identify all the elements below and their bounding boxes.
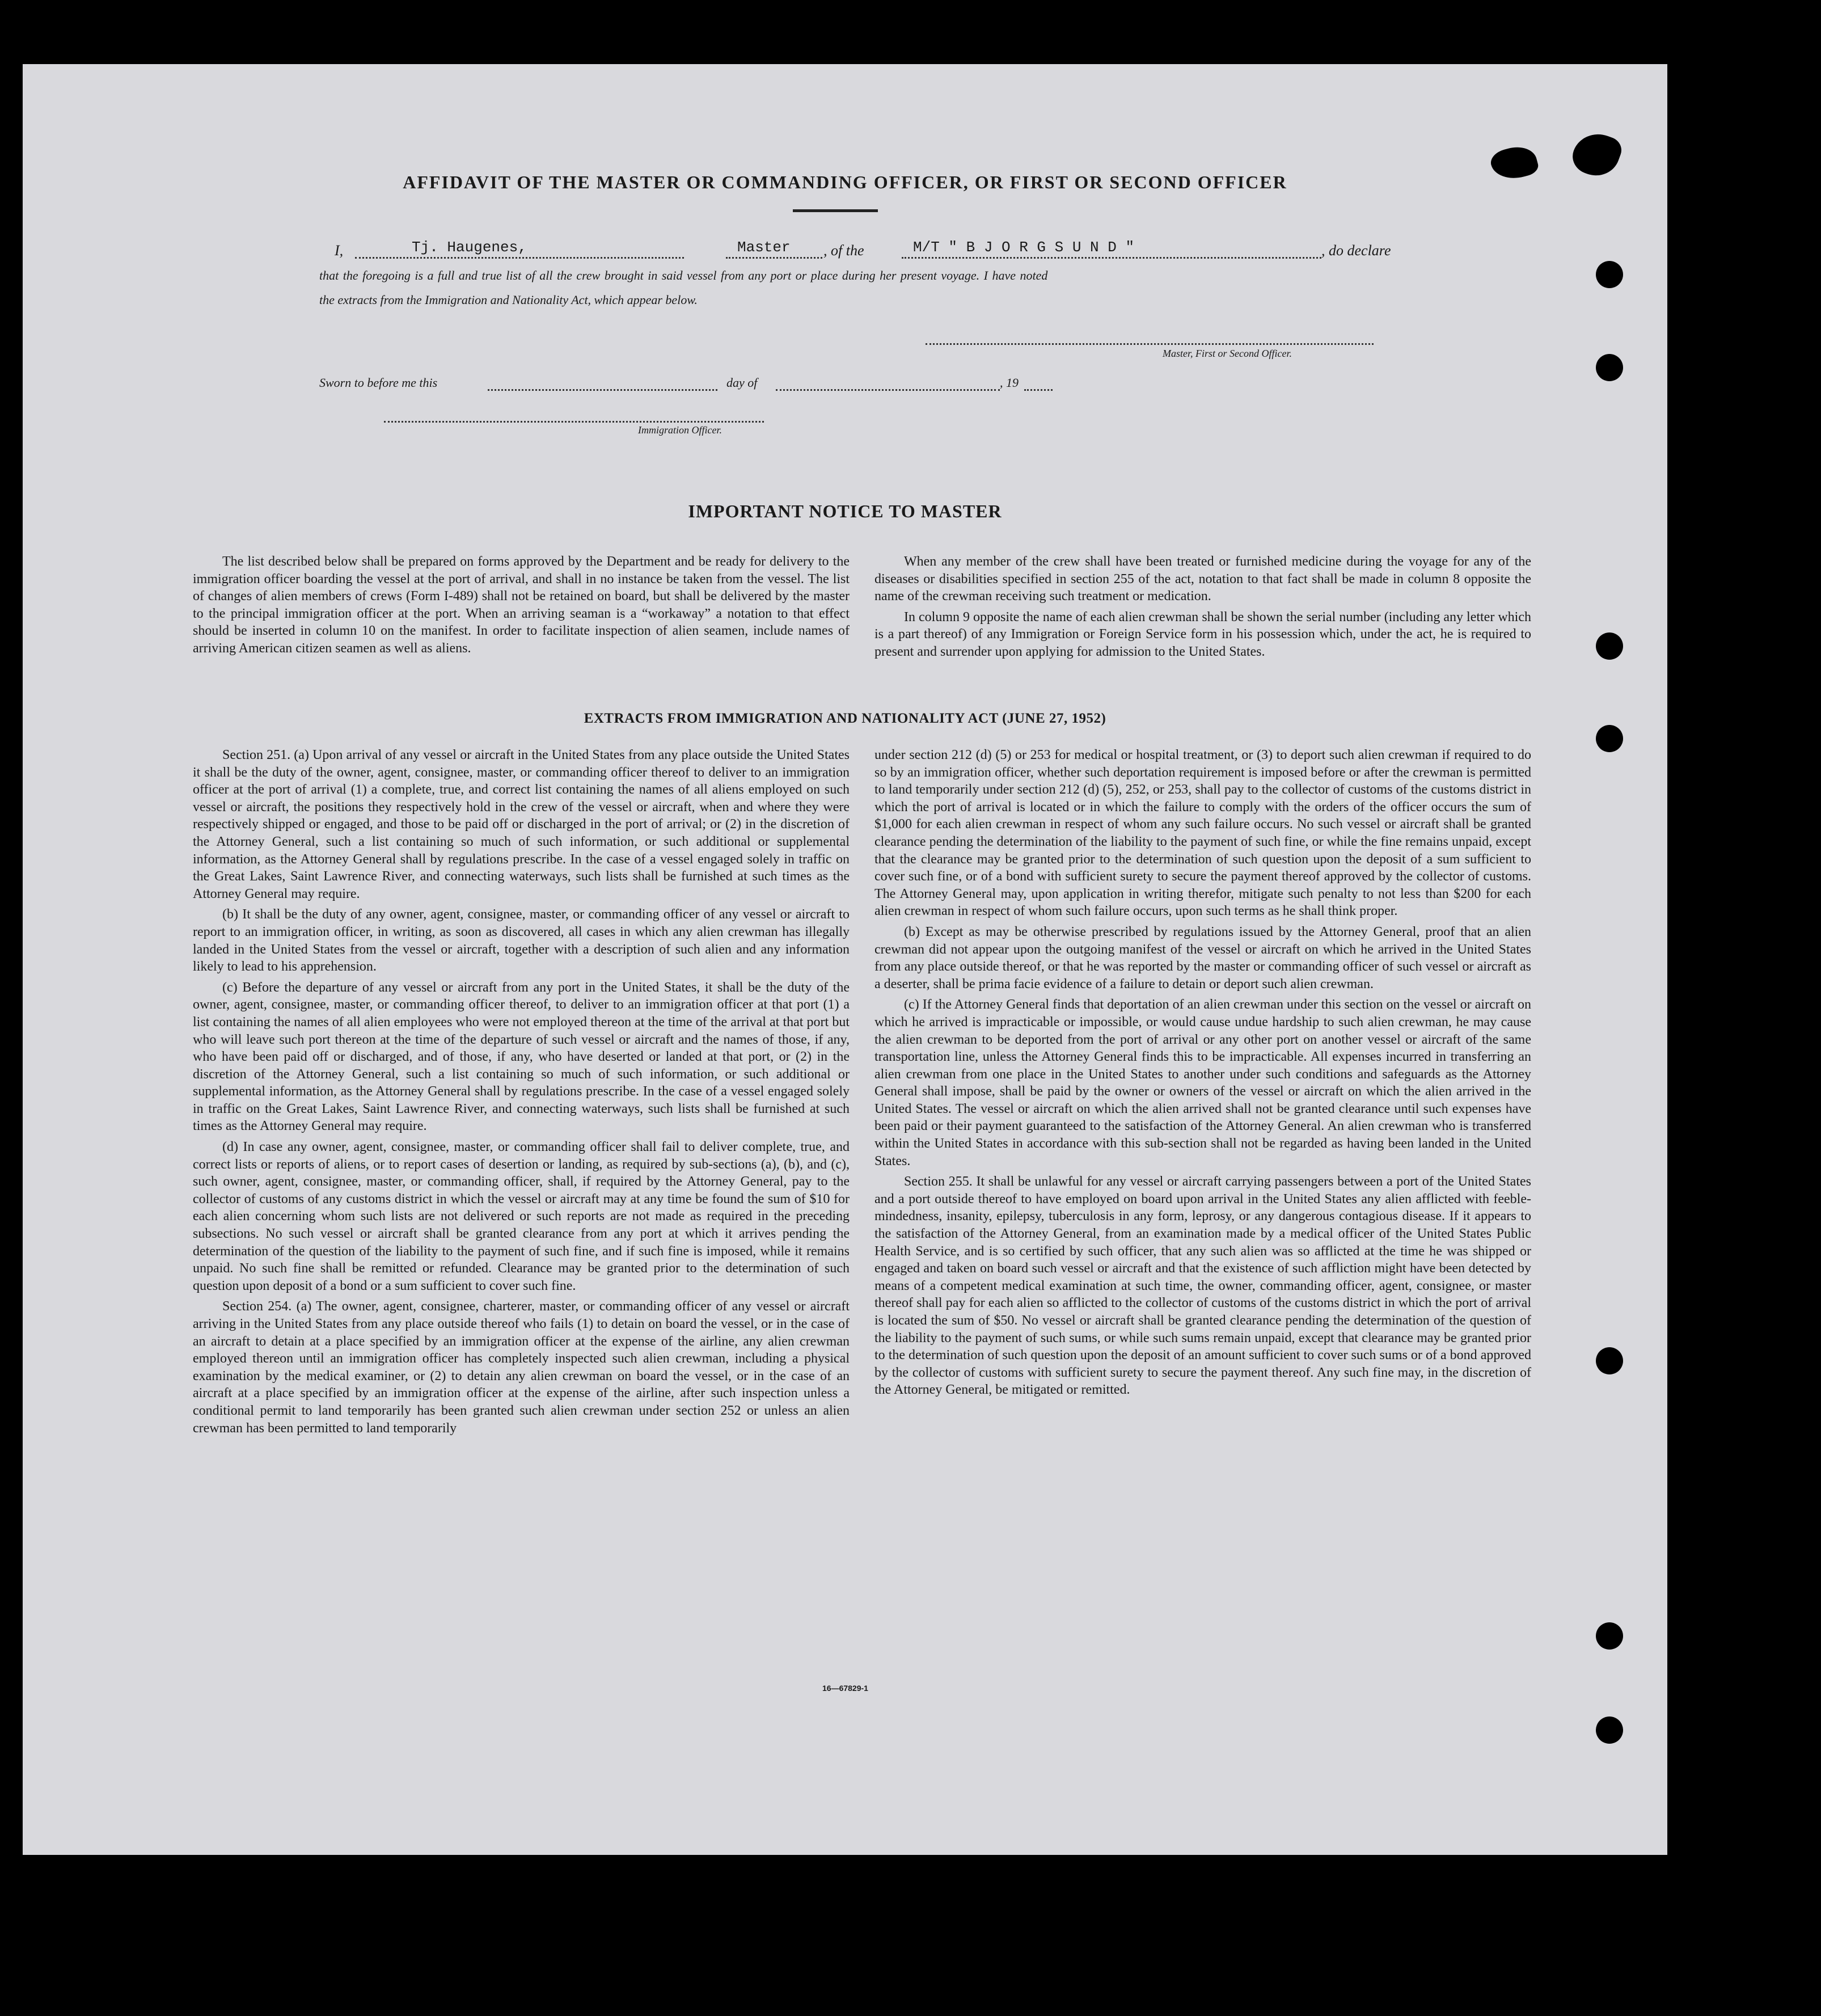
sworn-line (319, 373, 1113, 396)
extracts-title: EXTRACTS FROM IMMIGRATION AND NATIONALITY ACT (JUNE 27, 1952) (584, 711, 1106, 726)
declare-label: , do declare (1321, 242, 1391, 259)
notice-right-paragraph-1: When any member of the crew shall have been treated or furnished medicine during the voyage for any of the diseases or disabilities specified in section 255 of the act, notation to that fact shall be made in column 8 opposite the name of the crewman receiving such treatment or medication. (874, 554, 1531, 604)
punch-hole (1596, 1347, 1623, 1374)
section-251-a: Section 251. (a) Upon arrival of any vessel or aircraft in the United States from any place outside the United States it shall be the duty of the owner, agent, consignee, master, or commanding officer thereof to deliver to an immigration officer at the port of arrival (1) a complete, true, and correct list containing the names of all aliens employed on such vessel or aircraft, the positions they respectively hold in the crew of the vessel or aircraft, when and where they were respectively shipped or engaged, and those to be paid off or discharged in the port of arrival; or (2) in the discretion of the Attorney General, such a list containing so much of such information, or such additional or supplemental information, as the Attorney General shall by regulations prescribe. In the case of a vessel engaged solely in traffic on the Great Lakes, Saint Lawrence River, and connecting waterways, such lists shall be furnished at such times as the Attorney General may require. (193, 748, 850, 901)
name-field (355, 240, 684, 259)
notice-left-column (193, 553, 850, 661)
punch-hole (1596, 354, 1623, 381)
punch-hole (1596, 632, 1623, 660)
title-rule (793, 209, 878, 212)
position-field (726, 240, 822, 259)
punch-hole (1596, 261, 1623, 288)
notice-right-paragraph-2: In column 9 opposite the name of each alien crewman shall be shown the serial number (including any letter which is a part thereof) of any Immigration or Foreign Service form in his possession which, under the act, he is required to present and surrender upon applying for admission to the United States. (874, 609, 1531, 659)
affidavit-body-line2: the extracts from the Immigration and Nationality Act, which appear below. (319, 293, 698, 307)
immigration-officer-label: Immigration Officer. (638, 424, 722, 436)
sworn-month-field (776, 373, 1000, 391)
declaration-line (335, 240, 1412, 263)
of-the-label: , of the (823, 242, 864, 259)
section-254-b: (b) Except as may be otherwise prescribed by regulations issued by the Attorney General, proof that an alien crewman did not appear upon the outgoing manifest of the vessel or aircraft on which he arrived in the United States from any place outside thereof, or that he was reported by the master or commanding officer of such vessel or aircraft as a deserter, shall be prima facie evidence of a failure to detain or deport such alien crewman. (874, 924, 1531, 992)
form-number: 16—67829-1 (822, 1684, 868, 1693)
notice-left-paragraph: The list described below shall be prepared on forms approved by the Department and be ready for delivery to the immigration officer boarding the vessel at the port of arrival, and shall in no instance be taken from the vessel. The list of changes of alien members of crews (Form I-489) shall not be retained on board, but shall be delivered by the master to the principal immigration officer at the port. When an arriving seaman is a “workaway” a notation to that effect should be inserted in column 10 on the manifest. In order to facilitate inspection of alien seamen, include names of arriving American citizen seamen as well as aliens. (193, 554, 850, 656)
immigration-officer-line (384, 419, 764, 423)
pronoun: I, (335, 242, 344, 259)
sworn-label: Sworn to before me this (319, 376, 438, 390)
affidavit-title: AFFIDAVIT OF THE MASTER OR COMMANDING OFFICER, OR FIRST OR SECOND OFFICER (403, 172, 1287, 192)
punch-hole (1596, 725, 1623, 752)
notice-title: IMPORTANT NOTICE TO MASTER (688, 501, 1002, 521)
vessel-field (902, 240, 1321, 259)
section-254-c: (c) If the Attorney General finds that deportation of an alien crewman under this section on the vessel or aircraft on which he arrived is impracticable or impossible, or would cause undue hardship to such alien crewman, he may cause the alien crewman to be deported from the port of arrival or any other port on another vessel or aircraft of the same transportation line, unless the Attorney General finds this to be impracticable. All expenses incurred in transferring an alien crewman from one place in the United States to another under such conditions and safeguards as the Attorney General shall impose, shall be paid by the owner or owners of the vessel or aircraft on which the alien arrived in the United States. The vessel or aircraft on which the alien arrived shall not be granted clearance until such expenses have been paid or their payment guaranteed to the satisfaction of the Attorney General. An alien crewman who is transferred within the United States in accordance with this sub-section shall not be regarded as having been landed in the United States. (874, 997, 1531, 1169)
section-254-a: Section 254. (a) The owner, agent, consignee, charterer, master, or commanding officer of any vessel or aircraft arriving in the United States from any place outside thereof who fails (1) to detain on board the vessel, or in the case of an aircraft to detain at a place specified by an immigration officer at the expense of the airline, any alien crewman employed thereon until an immigration officer has completely inspected such alien crewman, including a physical examination by the medical examiner, or (2) to detain any alien crewman on board the vessel, or in the case of an aircraft at a place specified by an immigration officer at the expense of the airline, after such inspection unless a conditional permit to land temporarily has been granted such alien crewman under section 252 or unless an alien crewman has been permitted to land temporarily (193, 1299, 850, 1436)
notice-right-column (874, 553, 1531, 664)
affidavit-body-line1: that the foregoing is a full and true list of all the crew brought in said vessel from any port or place during her present voyage. I have noted (319, 268, 1048, 282)
vessel-value: M/T " B J O R G S U N D " (913, 239, 1135, 256)
section-251-c: (c) Before the departure of any vessel or aircraft from any port in the United States, it shall be the duty of the owner, agent, consignee, master, or commanding officer thereof, to deliver to an immigration officer at that port (1) a list containing the names of all alien employees who were not employed thereon at the time of the arrival at that port but who will leave such port thereon at the time of the departure of such vessel or aircraft and the names of those, if any, who have been paid off or discharged, and of those, if any, who have deserted or landed at that port, or (2) in the discretion of the Attorney General, such a list containing so much of such information, or such additional or supplemental information, as the Attorney General shall by regulations prescribe. In the case of a vessel engaged solely in traffic on the Great Lakes, Saint Lawrence River, and connecting waterways, such lists shall be furnished at such times as the Attorney General may require. (193, 980, 850, 1134)
punch-hole (1596, 1716, 1623, 1744)
name-value: Tj. Haugenes, (412, 239, 527, 256)
master-signature-label: Master, First or Second Officer. (1163, 348, 1292, 359)
punch-hole (1596, 1622, 1623, 1650)
section-251-d: (d) In case any owner, agent, consignee, master, or commanding officer shall fail to deliver complete, true, and correct lists or reports of aliens, or to report cases of desertion or landing, as required by sub-sections (a), (b), and (c), such owner, agent, consignee, master, or commanding officer, shall, if required by the Attorney General, pay to the collector of customs of any customs district in which the vessel or aircraft may at any time be found the sum of $10 for each alien concerning whom such lists are not delivered or such reports are not made as required in the preceding subsections. No such vessel or aircraft shall be granted clearance from any port at which it arrives pending the determination of the question of the liability to the payment of such fine, and if such fine is imposed, while it remains unpaid. No such fine shall be remitted or refunded. Clearance may be granted prior to the determination of such question upon deposit of a bond or a sum sufficient to cover such fine. (193, 1140, 850, 1293)
document-page (23, 64, 1667, 1855)
sworn-year-field (1024, 373, 1053, 391)
section-255: Section 255. It shall be unlawful for any vessel or aircraft carrying passengers between a port of the United States and a port outside thereof to have employed on board upon arrival in the United States any alien afflicted with feeble-mindedness, insanity, epilepsy, tuberculosis in any form, leprosy, or any dangerous contagious disease. If it appears to the satisfaction of the Attorney General, from an examination made by a medical officer of the United States Public Health Service, and is so certified by such officer, that any such alien was so afflicted at the time he was shipped or engaged and taken on board such vessel or aircraft and that the existence of such affliction might have been detected by means of a competent medical examination at such time, the owner, commanding officer, agent, consignee, or master thereof shall pay for each alien so afflicted to the collector of customs of the customs district in which the port of arrival is located the sum of $50. No vessel or aircraft shall be granted clearance pending the determination of the question of the liability to the payment of such sums, or while such sums remain unpaid, except that clearance may be granted prior to the determination of such question upon the deposit of an amount sufficient to cover such sums or of a bond approved by the collector of customs with sufficient surety to secure the payment thereof. Any such fine may, in the discretion of the Attorney General, be mitigated or remitted. (874, 1174, 1531, 1398)
year-prefix: , 19 (1000, 376, 1019, 390)
master-signature-line (926, 341, 1374, 345)
section-254-a-continued: under section 212 (d) (5) or 253 for medical or hospital treatment, or (3) to deport such alien crewman if required to do so by an immigration officer, whether such deportation requirement is imposed before or after the crewman is permitted to land temporarily under section 212 (d) (5), 252, or 253, shall pay to the collector of customs of the customs district in which the port of arrival is located or in which the failure to comply with the orders of the officer occurs the sum of $1,000 for each alien crewman in respect of whom any such failure occurs. No such vessel or aircraft shall be granted clearance pending the determination of the liability to the payment of such fine, or while the fine remains unpaid, except that the clearance may be granted prior to the determination of such question upon the deposit of a sum sufficient to cover such fine, or of a bond with sufficient surety to secure the payment thereof approved by the collector of customs. The Attorney General may, upon application in writing therefor, mitigate such penalty to not less than $200 for each alien crewman in respect of whom such failure occurs, upon such terms as he shall think proper. (874, 748, 1531, 919)
section-251-b: (b) It shall be the duty of any owner, agent, consignee, master, or commanding officer of any vessel or aircraft to report to an immigration officer, in writing, as soon as discovered, all cases in which any alien crewman has illegally landed in the United States from the vessel or aircraft, together with a description of such alien and any information likely to lead to his apprehension. (193, 907, 850, 975)
position-value: Master (737, 239, 791, 256)
extracts-left-column (193, 746, 850, 1440)
day-of-label: day of (726, 376, 758, 390)
sworn-day-field (488, 373, 717, 391)
extracts-right-column (874, 746, 1531, 1402)
